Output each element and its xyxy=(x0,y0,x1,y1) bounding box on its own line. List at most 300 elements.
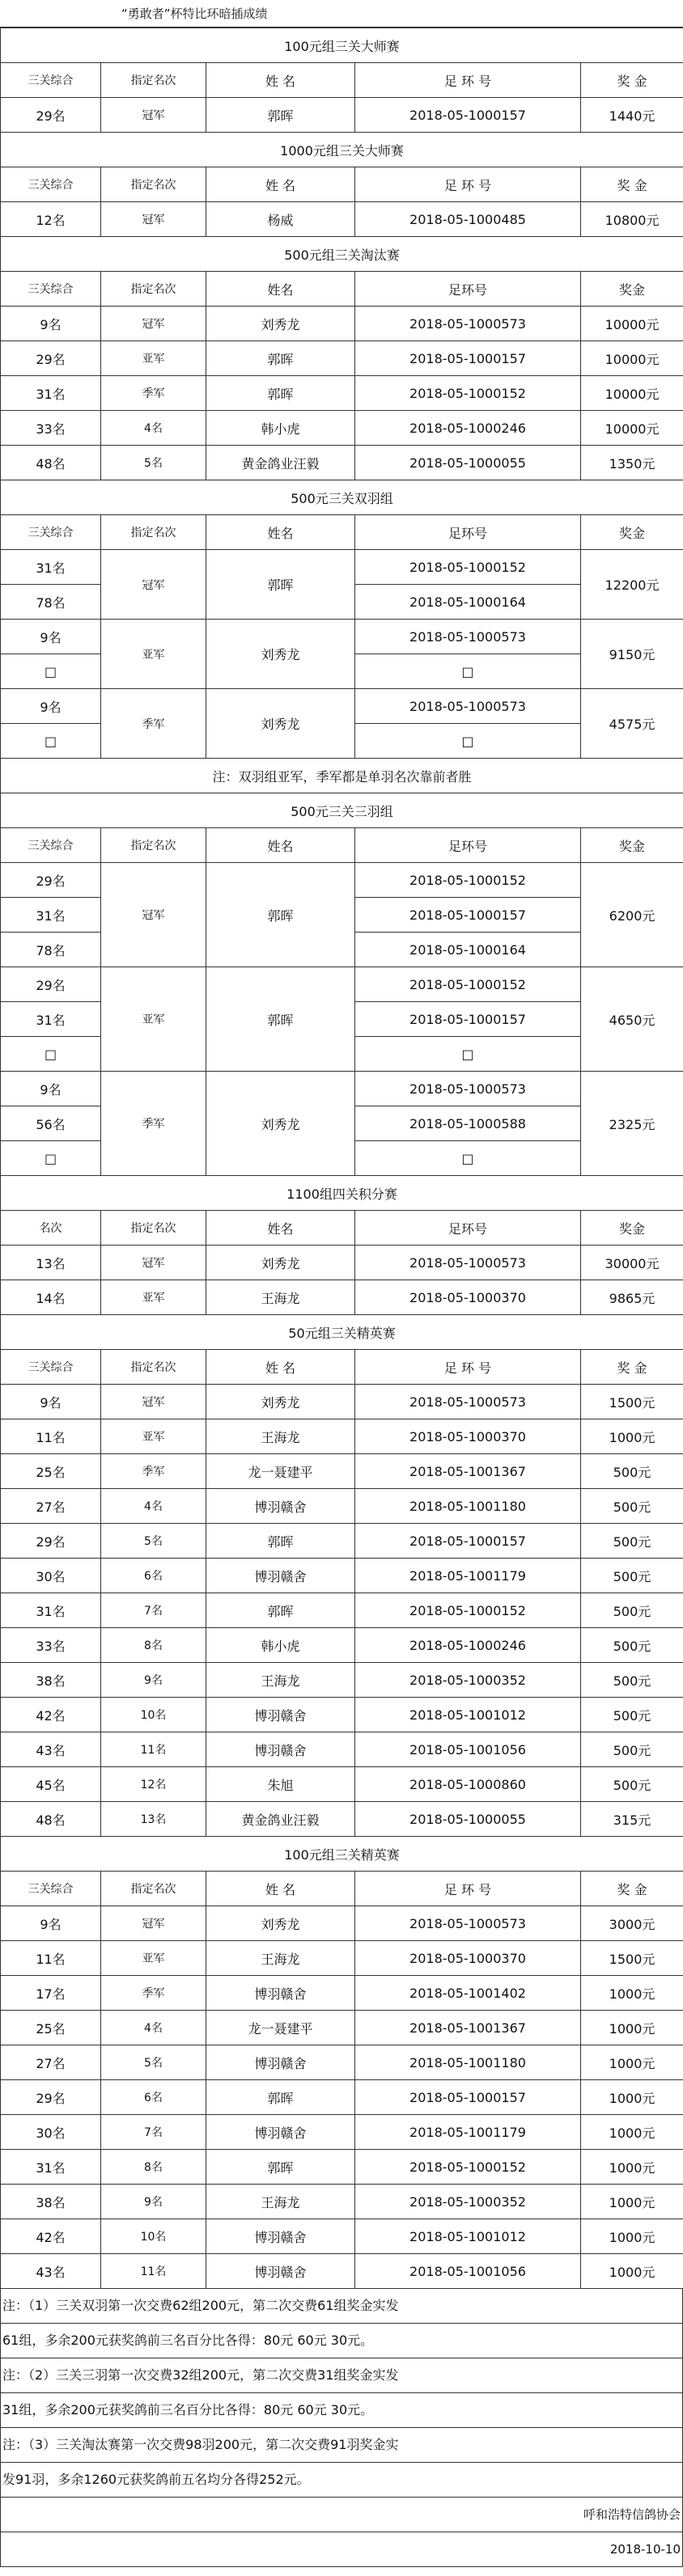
prize-cell: 1350元 xyxy=(581,446,683,480)
overall-rank-cell: 31名 xyxy=(1,1593,101,1628)
prize-cell: 500元 xyxy=(581,1524,683,1559)
overall-rank-cell: 30名 xyxy=(1,1559,101,1593)
prize-cell: 10000元 xyxy=(581,307,683,341)
overall-rank-cell: 29名 xyxy=(1,341,101,376)
header-row xyxy=(1,828,683,863)
overall-rank-cell: 30名 xyxy=(1,2115,101,2150)
header-row xyxy=(1,1211,683,1246)
ring-number-cell: 2018-05-1000370 xyxy=(355,1280,581,1315)
column-header: 奖 金 xyxy=(581,1872,683,1906)
column-header: 三关综合 xyxy=(1,828,101,863)
place-cell: 5名 xyxy=(101,1524,206,1559)
section-title-row xyxy=(1,133,683,167)
ring-number-cell: 2018-05-1000152 xyxy=(355,550,581,585)
column-header: 奖金 xyxy=(581,828,683,863)
column-header: 姓 名 xyxy=(206,1350,355,1385)
prize-cell: 3000元 xyxy=(581,1906,683,1941)
place-cell: 冠军 xyxy=(101,98,206,133)
document-date: 2018-10-10 xyxy=(1,2532,682,2567)
section-title: 100元组三关大师赛 xyxy=(1,28,683,63)
ring-number-cell: 2018-05-1000157 xyxy=(355,2080,581,2115)
name-cell: 王海龙 xyxy=(206,2185,355,2219)
place-cell: 冠军 xyxy=(101,1906,206,1941)
place-cell: 冠军 xyxy=(101,202,206,237)
prize-cell: 12200元 xyxy=(581,550,683,620)
section-title: 500元组三关淘汰赛 xyxy=(1,237,683,272)
overall-rank-cell: 31名 xyxy=(1,550,101,585)
table-row xyxy=(1,1524,683,1559)
name-cell: 郭晖 xyxy=(206,2080,355,2115)
place-cell: 季军 xyxy=(101,689,206,759)
overall-rank-cell: □ xyxy=(1,724,101,759)
table-row xyxy=(1,1246,683,1280)
ring-number-cell: 2018-05-1000055 xyxy=(355,1802,581,1837)
overall-rank-cell: 56名 xyxy=(1,1106,101,1141)
prize-cell: 1500元 xyxy=(581,1941,683,1976)
table-row xyxy=(1,1802,683,1837)
prize-cell: 1000元 xyxy=(581,2254,683,2289)
note-line: 注：（3）三关淘汰赛第一次交费98羽200元，第二次交费91羽奖金实 xyxy=(1,2428,682,2463)
place-cell: 季军 xyxy=(101,1454,206,1489)
overall-rank-cell: 25名 xyxy=(1,2011,101,2045)
ring-number-cell: 2018-05-1001056 xyxy=(355,2254,581,2289)
prize-cell: 4650元 xyxy=(581,967,683,1072)
place-cell: 10名 xyxy=(101,1698,206,1732)
note-row xyxy=(1,759,683,793)
prize-cell: 1000元 xyxy=(581,1419,683,1454)
name-cell: 黄金鸽业汪毅 xyxy=(206,446,355,480)
name-cell: 郭晖 xyxy=(206,967,355,1072)
table-row xyxy=(1,1906,683,1941)
overall-rank-cell: 31名 xyxy=(1,1002,101,1037)
place-cell: 冠军 xyxy=(101,1385,206,1419)
column-header: 足 环 号 xyxy=(355,1350,581,1385)
overall-rank-cell: 31名 xyxy=(1,376,101,411)
table-row xyxy=(1,411,683,446)
name-cell: 博羽赣舍 xyxy=(206,1698,355,1732)
place-cell: 季军 xyxy=(101,1976,206,2011)
ring-number-cell: 2018-05-1000152 xyxy=(355,2150,581,2185)
overall-rank-cell: □ xyxy=(1,1037,101,1072)
column-header: 三关综合 xyxy=(1,272,101,307)
place-cell: 4名 xyxy=(101,2011,206,2045)
section-title: 1000元组三关大师赛 xyxy=(1,133,683,167)
column-header: 姓 名 xyxy=(206,167,355,202)
section-title-row xyxy=(1,480,683,515)
ring-number-cell: 2018-05-1001012 xyxy=(355,1698,581,1732)
column-header: 足环号 xyxy=(355,515,581,550)
prize-cell: 1000元 xyxy=(581,2045,683,2080)
ring-number-cell: 2018-05-1000860 xyxy=(355,1767,581,1802)
column-header: 三关综合 xyxy=(1,167,101,202)
prize-cell: 9150元 xyxy=(581,620,683,689)
name-cell: 王海龙 xyxy=(206,1419,355,1454)
column-header: 奖 金 xyxy=(581,63,683,98)
place-cell: 10名 xyxy=(101,2219,206,2254)
table-row xyxy=(1,307,683,341)
overall-rank-cell: 43名 xyxy=(1,2254,101,2289)
overall-rank-cell: 33名 xyxy=(1,411,101,446)
page-title: “勇敢者”杯特比环暗插成绩 xyxy=(0,0,683,27)
overall-rank-cell: 9名 xyxy=(1,689,101,724)
table-row xyxy=(1,1663,683,1698)
place-cell: 亚军 xyxy=(101,341,206,376)
place-cell: 12名 xyxy=(101,1767,206,1802)
name-cell: 刘秀龙 xyxy=(206,1385,355,1419)
overall-rank-cell: 31名 xyxy=(1,2150,101,2185)
table-row xyxy=(1,446,683,480)
prize-cell: 10000元 xyxy=(581,411,683,446)
overall-rank-cell: 78名 xyxy=(1,933,101,967)
ring-number-cell: 2018-05-1000152 xyxy=(355,863,581,898)
ring-number-cell: 2018-05-1000573 xyxy=(355,1385,581,1419)
prize-cell: 1000元 xyxy=(581,1976,683,2011)
name-cell: 郭晖 xyxy=(206,550,355,620)
table-row xyxy=(1,202,683,237)
section-title: 1100组四关积分赛 xyxy=(1,1176,683,1211)
ring-number-cell: 2018-05-1000573 xyxy=(355,1906,581,1941)
column-header: 名次 xyxy=(1,1211,101,1246)
ring-number-cell: 2018-05-1000157 xyxy=(355,1002,581,1037)
overall-rank-cell: 25名 xyxy=(1,1454,101,1489)
note-line: 发91羽，多余1260元获奖鸽前五名均分各得252元。 xyxy=(1,2463,682,2498)
name-cell: 博羽赣舍 xyxy=(206,1732,355,1767)
name-cell: 博羽赣舍 xyxy=(206,2219,355,2254)
header-row xyxy=(1,167,683,202)
overall-rank-cell: 43名 xyxy=(1,1732,101,1767)
prize-cell: 1000元 xyxy=(581,2185,683,2219)
prize-cell: 1000元 xyxy=(581,2080,683,2115)
prize-cell: 500元 xyxy=(581,1559,683,1593)
table-row xyxy=(1,341,683,376)
note-line: 注：（2）三关三羽第一次交费32组200元，第二次交费31组奖金实发 xyxy=(1,2358,682,2393)
place-cell: 4名 xyxy=(101,1489,206,1524)
table-row xyxy=(1,1385,683,1419)
table-row xyxy=(1,2254,683,2289)
place-cell: 8名 xyxy=(101,1628,206,1663)
name-cell: 郭晖 xyxy=(206,341,355,376)
column-header: 姓名 xyxy=(206,828,355,863)
overall-rank-cell: 17名 xyxy=(1,1976,101,2011)
place-cell: 亚军 xyxy=(101,1419,206,1454)
ring-number-cell: 2018-05-1000588 xyxy=(355,1106,581,1141)
column-header: 指定名次 xyxy=(101,515,206,550)
place-cell: 亚军 xyxy=(101,620,206,689)
place-cell: 冠军 xyxy=(101,550,206,620)
ring-number-cell: 2018-05-1000152 xyxy=(355,967,581,1002)
table-row xyxy=(1,689,683,724)
place-cell: 5名 xyxy=(101,2045,206,2080)
place-cell: 冠军 xyxy=(101,1246,206,1280)
place-cell: 4名 xyxy=(101,411,206,446)
header-row xyxy=(1,1350,683,1385)
table-row xyxy=(1,2219,683,2254)
table-row xyxy=(1,1559,683,1593)
table-row xyxy=(1,98,683,133)
name-cell: 博羽赣舍 xyxy=(206,1976,355,2011)
prize-cell: 1000元 xyxy=(581,2219,683,2254)
ring-number-cell: 2018-05-1000157 xyxy=(355,98,581,133)
overall-rank-cell: 29名 xyxy=(1,1524,101,1559)
name-cell: 郭晖 xyxy=(206,1593,355,1628)
section-note: 注：双羽组亚军，季军都是单羽名次靠前者胜 xyxy=(1,759,683,793)
overall-rank-cell: 38名 xyxy=(1,2185,101,2219)
place-cell: 6名 xyxy=(101,1559,206,1593)
overall-rank-cell: 48名 xyxy=(1,446,101,480)
column-header: 姓名 xyxy=(206,1211,355,1246)
note-line: 注：（1）三关双羽第一次交费62组200元，第二次交费61组奖金实发 xyxy=(1,2289,682,2324)
section-title: 50元组三关精英赛 xyxy=(1,1315,683,1350)
table-row xyxy=(1,2045,683,2080)
header-row xyxy=(1,1872,683,1906)
place-cell: 5名 xyxy=(101,446,206,480)
name-cell: 博羽赣舍 xyxy=(206,1559,355,1593)
name-cell: 龙一聂建平 xyxy=(206,2011,355,2045)
overall-rank-cell: 33名 xyxy=(1,1628,101,1663)
overall-rank-cell: 29名 xyxy=(1,98,101,133)
overall-rank-cell: 9名 xyxy=(1,1906,101,1941)
ring-number-cell: 2018-05-1000370 xyxy=(355,1419,581,1454)
ring-number-cell: 2018-05-1000164 xyxy=(355,585,581,620)
column-header: 足环号 xyxy=(355,272,581,307)
overall-rank-cell: 9名 xyxy=(1,1072,101,1106)
column-header: 奖金 xyxy=(581,1211,683,1246)
overall-rank-cell: 27名 xyxy=(1,2045,101,2080)
overall-rank-cell: 42名 xyxy=(1,2219,101,2254)
overall-rank-cell: 29名 xyxy=(1,863,101,898)
ring-number-cell: 2018-05-1000157 xyxy=(355,898,581,933)
ring-number-cell: 2018-05-1001402 xyxy=(355,1976,581,2011)
place-cell: 亚军 xyxy=(101,967,206,1072)
section-title-row xyxy=(1,237,683,272)
column-header: 奖 金 xyxy=(581,167,683,202)
table-row xyxy=(1,967,683,1002)
ring-number-cell: 2018-05-1000485 xyxy=(355,202,581,237)
column-header: 足环号 xyxy=(355,828,581,863)
name-cell: 韩小虎 xyxy=(206,411,355,446)
column-header: 奖金 xyxy=(581,272,683,307)
name-cell: 郭晖 xyxy=(206,2150,355,2185)
overall-rank-cell: 42名 xyxy=(1,1698,101,1732)
column-header: 足环号 xyxy=(355,1211,581,1246)
name-cell: 郭晖 xyxy=(206,98,355,133)
table-row xyxy=(1,1489,683,1524)
overall-rank-cell: 78名 xyxy=(1,585,101,620)
overall-rank-cell: 12名 xyxy=(1,202,101,237)
ring-number-cell: 2018-05-1000157 xyxy=(355,1524,581,1559)
place-cell: 7名 xyxy=(101,1593,206,1628)
name-cell: 博羽赣舍 xyxy=(206,2045,355,2080)
ring-number-cell: 2018-05-1000246 xyxy=(355,1628,581,1663)
note-line: 61组，多余200元获奖鸽前三名百分比各得：80元 60元 30元。 xyxy=(1,2324,682,2358)
table-row xyxy=(1,2011,683,2045)
table-row xyxy=(1,1767,683,1802)
place-cell: 11名 xyxy=(101,2254,206,2289)
section-title-row xyxy=(1,793,683,828)
table-row xyxy=(1,1698,683,1732)
name-cell: 博羽赣舍 xyxy=(206,2254,355,2289)
ring-number-cell: 2018-05-1000152 xyxy=(355,1593,581,1628)
prize-cell: 500元 xyxy=(581,1628,683,1663)
overall-rank-cell: 14名 xyxy=(1,1280,101,1315)
place-cell: 冠军 xyxy=(101,863,206,967)
table-row xyxy=(1,376,683,411)
overall-rank-cell: 45名 xyxy=(1,1767,101,1802)
prize-cell: 500元 xyxy=(581,1698,683,1732)
column-header: 姓 名 xyxy=(206,1872,355,1906)
column-header: 足 环 号 xyxy=(355,63,581,98)
place-cell: 冠军 xyxy=(101,307,206,341)
table-row xyxy=(1,1593,683,1628)
prize-cell: 4575元 xyxy=(581,689,683,759)
name-cell: 王海龙 xyxy=(206,1663,355,1698)
ring-number-cell: 2018-05-1001367 xyxy=(355,2011,581,2045)
name-cell: 郭晖 xyxy=(206,1524,355,1559)
ring-number-cell: □ xyxy=(355,1141,581,1176)
overall-rank-cell: 9名 xyxy=(1,307,101,341)
ring-number-cell: 2018-05-1000246 xyxy=(355,411,581,446)
column-header: 指定名次 xyxy=(101,167,206,202)
table-row xyxy=(1,2150,683,2185)
prize-cell: 315元 xyxy=(581,1802,683,1837)
ring-number-cell: 2018-05-1000573 xyxy=(355,1072,581,1106)
table-row xyxy=(1,620,683,654)
ring-number-cell: □ xyxy=(355,724,581,759)
overall-rank-cell: □ xyxy=(1,654,101,689)
overall-rank-cell: 11名 xyxy=(1,1419,101,1454)
place-cell: 季军 xyxy=(101,1072,206,1176)
prize-cell: 1440元 xyxy=(581,98,683,133)
table-row xyxy=(1,1628,683,1663)
section-title: 100元组三关精英赛 xyxy=(1,1837,683,1872)
table-row xyxy=(1,1941,683,1976)
ring-number-cell: 2018-05-1001012 xyxy=(355,2219,581,2254)
name-cell: 郭晖 xyxy=(206,376,355,411)
place-cell: 7名 xyxy=(101,2115,206,2150)
column-header: 三关综合 xyxy=(1,515,101,550)
place-cell: 11名 xyxy=(101,1732,206,1767)
overall-rank-cell: □ xyxy=(1,1141,101,1176)
column-header: 指定名次 xyxy=(101,828,206,863)
ring-number-cell: 2018-05-1001180 xyxy=(355,2045,581,2080)
overall-rank-cell: 13名 xyxy=(1,1246,101,1280)
overall-rank-cell: 29名 xyxy=(1,2080,101,2115)
ring-number-cell: □ xyxy=(355,654,581,689)
prize-cell: 6200元 xyxy=(581,863,683,967)
column-header: 奖金 xyxy=(581,515,683,550)
name-cell: 杨威 xyxy=(206,202,355,237)
table-row xyxy=(1,1976,683,2011)
table-row xyxy=(1,2080,683,2115)
place-cell: 9名 xyxy=(101,2185,206,2219)
ring-number-cell: 2018-05-1000573 xyxy=(355,620,581,654)
table-row xyxy=(1,2115,683,2150)
prize-cell: 500元 xyxy=(581,1593,683,1628)
ring-number-cell: 2018-05-1000157 xyxy=(355,341,581,376)
prize-cell: 1000元 xyxy=(581,2011,683,2045)
column-header: 姓名 xyxy=(206,272,355,307)
ring-number-cell: 2018-05-1000573 xyxy=(355,307,581,341)
name-cell: 韩小虎 xyxy=(206,1628,355,1663)
prize-cell: 500元 xyxy=(581,1732,683,1767)
ring-number-cell: 2018-05-1001179 xyxy=(355,1559,581,1593)
table-row xyxy=(1,550,683,585)
name-cell: 刘秀龙 xyxy=(206,620,355,689)
column-header: 足 环 号 xyxy=(355,1872,581,1906)
column-header: 指定名次 xyxy=(101,1872,206,1906)
place-cell: 9名 xyxy=(101,1663,206,1698)
table-row xyxy=(1,1419,683,1454)
prize-cell: 500元 xyxy=(581,1767,683,1802)
section-title: 500元三关三羽组 xyxy=(1,793,683,828)
ring-number-cell: 2018-05-1001180 xyxy=(355,1489,581,1524)
ring-number-cell: 2018-05-1000352 xyxy=(355,2185,581,2219)
prize-cell: 500元 xyxy=(581,1663,683,1698)
name-cell: 龙一聂建平 xyxy=(206,1454,355,1489)
ring-number-cell: 2018-05-1000055 xyxy=(355,446,581,480)
column-header: 指定名次 xyxy=(101,63,206,98)
name-cell: 刘秀龙 xyxy=(206,307,355,341)
table-row xyxy=(1,863,683,898)
prize-cell: 1000元 xyxy=(581,2150,683,2185)
prize-cell: 1500元 xyxy=(581,1385,683,1419)
ring-number-cell: □ xyxy=(355,1037,581,1072)
column-header: 三关综合 xyxy=(1,1350,101,1385)
place-cell: 6名 xyxy=(101,2080,206,2115)
prize-cell: 1000元 xyxy=(581,2115,683,2150)
prize-cell: 10800元 xyxy=(581,202,683,237)
prize-cell: 500元 xyxy=(581,1454,683,1489)
notes-section xyxy=(0,2289,683,2567)
name-cell: 刘秀龙 xyxy=(206,1906,355,1941)
ring-number-cell: 2018-05-1000152 xyxy=(355,376,581,411)
column-header: 三关综合 xyxy=(1,1872,101,1906)
name-cell: 刘秀龙 xyxy=(206,1246,355,1280)
table-row xyxy=(1,1732,683,1767)
place-cell: 亚军 xyxy=(101,1941,206,1976)
name-cell: 博羽赣舍 xyxy=(206,2115,355,2150)
section-title: 500元三关双羽组 xyxy=(1,480,683,515)
organization-signature: 呼和浩特信鸽协会 xyxy=(1,2498,682,2532)
column-header: 姓名 xyxy=(206,515,355,550)
header-row xyxy=(1,63,683,98)
name-cell: 刘秀龙 xyxy=(206,1072,355,1176)
column-header: 指定名次 xyxy=(101,272,206,307)
overall-rank-cell: 9名 xyxy=(1,1385,101,1419)
prize-cell: 2325元 xyxy=(581,1072,683,1176)
section-title-row xyxy=(1,28,683,63)
column-header: 足 环 号 xyxy=(355,167,581,202)
ring-number-cell: 2018-05-1000164 xyxy=(355,933,581,967)
section-title-row xyxy=(1,1176,683,1211)
prize-cell: 30000元 xyxy=(581,1246,683,1280)
prize-cell: 10000元 xyxy=(581,341,683,376)
place-cell: 亚军 xyxy=(101,1280,206,1315)
overall-rank-cell: 48名 xyxy=(1,1802,101,1837)
prize-cell: 10000元 xyxy=(581,376,683,411)
ring-number-cell: 2018-05-1001367 xyxy=(355,1454,581,1489)
section-title-row xyxy=(1,1837,683,1872)
name-cell: 刘秀龙 xyxy=(206,689,355,759)
ring-number-cell: 2018-05-1001179 xyxy=(355,2115,581,2150)
place-cell: 季军 xyxy=(101,376,206,411)
header-row xyxy=(1,515,683,550)
overall-rank-cell: 38名 xyxy=(1,1663,101,1698)
name-cell: 黄金鸽业汪毅 xyxy=(206,1802,355,1837)
name-cell: 博羽赣舍 xyxy=(206,1489,355,1524)
column-header: 姓 名 xyxy=(206,63,355,98)
overall-rank-cell: 11名 xyxy=(1,1941,101,1976)
